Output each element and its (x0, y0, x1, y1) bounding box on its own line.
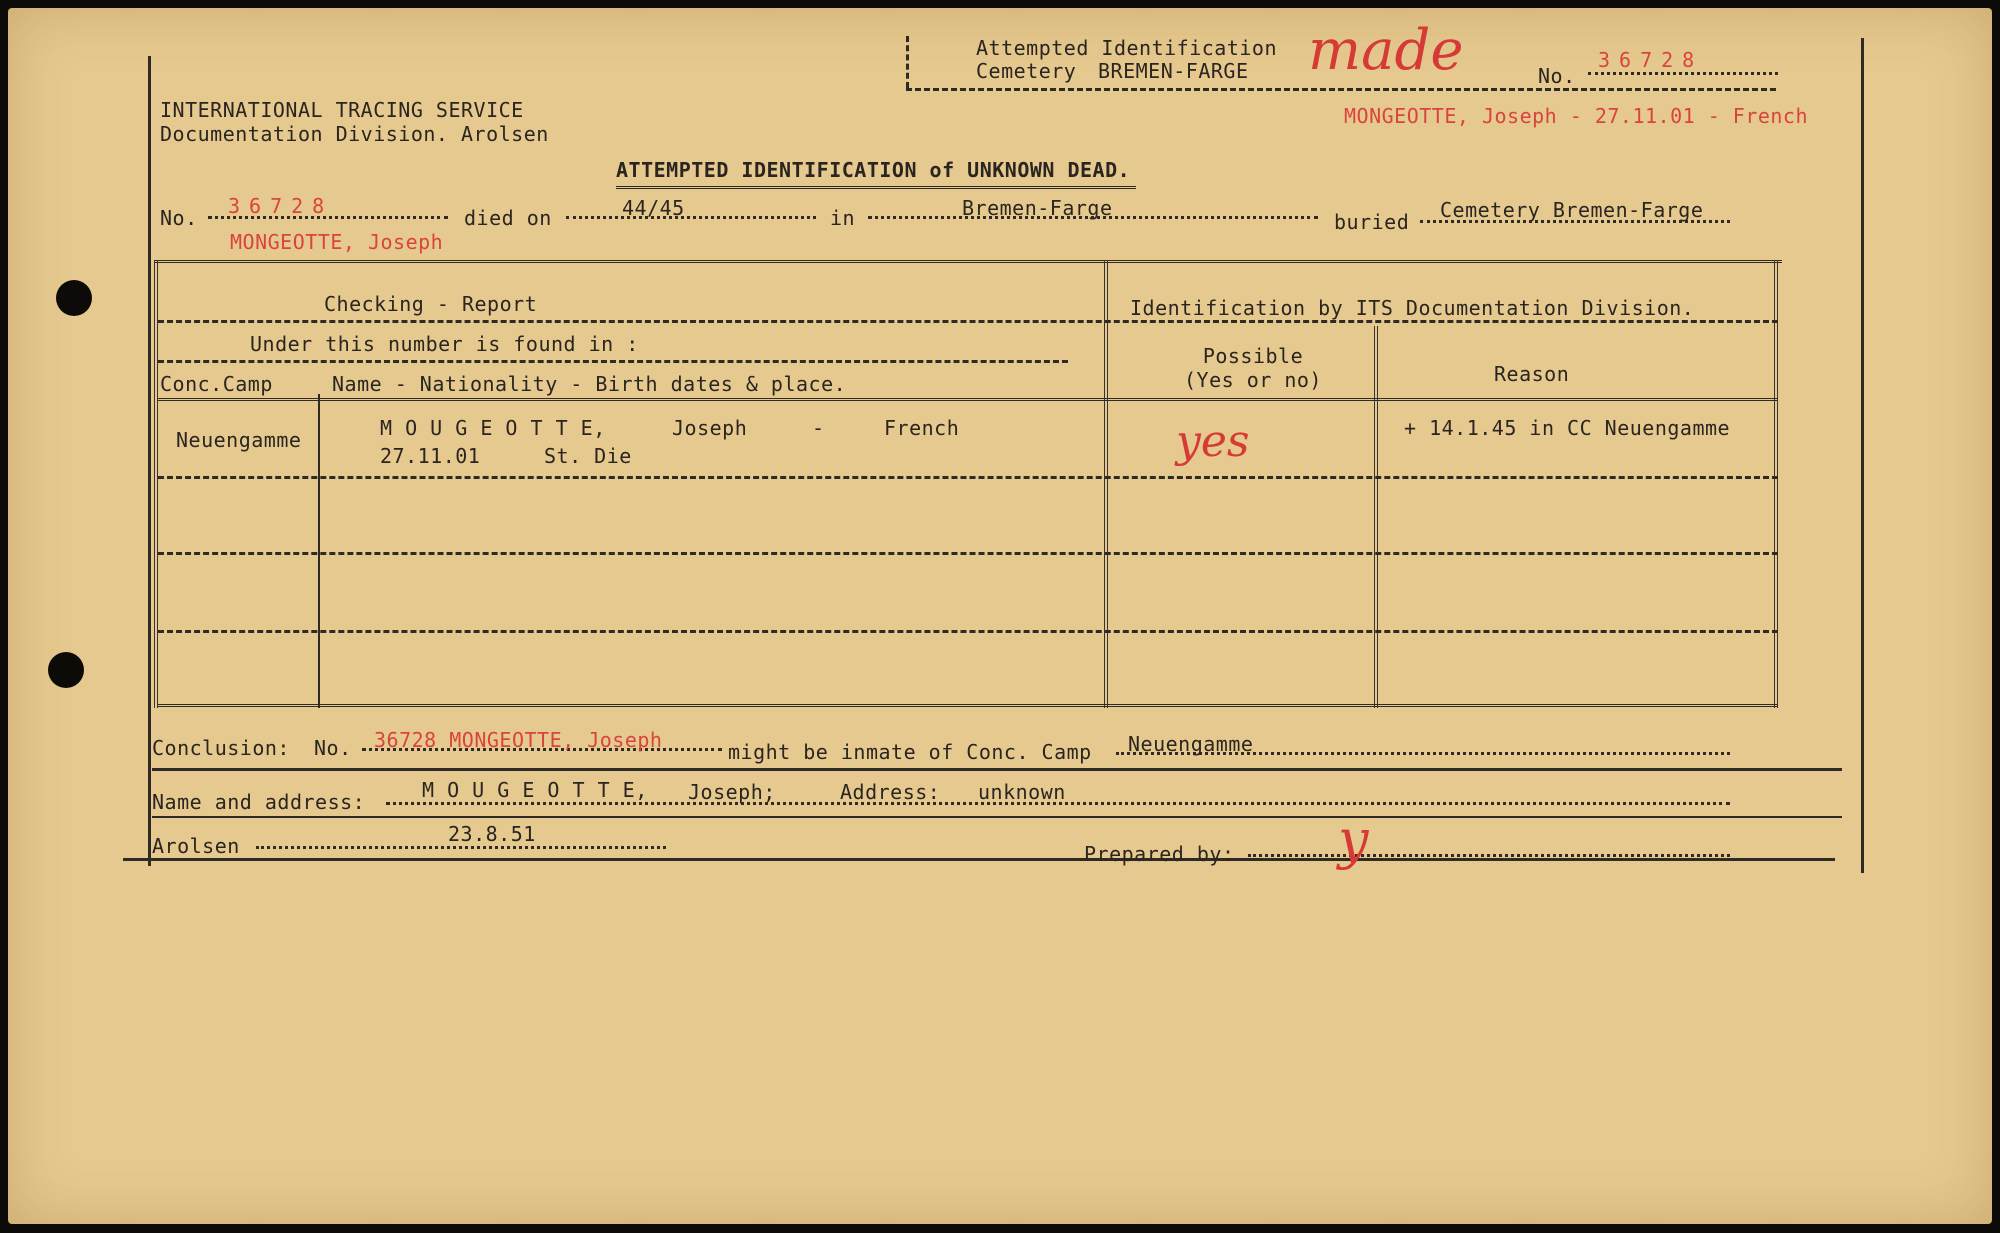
death-no-label: No. (160, 206, 198, 230)
name-address-first-name: Joseph; (688, 780, 776, 804)
address-label: Address: (840, 780, 941, 804)
punch-hole-top (56, 280, 92, 316)
org-division: Documentation Division. Arolsen (160, 122, 549, 146)
found-in-label: Under this number is found in : (250, 332, 639, 356)
punch-hole-bottom (48, 652, 84, 688)
header-no-dots (1588, 72, 1778, 75)
conclusion-camp-value: Neuengamme (1128, 732, 1254, 756)
col-header-separator (158, 398, 1778, 405)
name-address-label: Name and address: (152, 790, 366, 814)
right-frame-line (1861, 38, 1864, 873)
header-no-value: 36728 (1598, 48, 1704, 72)
row-separator-1 (158, 476, 1778, 479)
conclusion-separator (152, 768, 1842, 771)
header-cemetery-label: Cemetery (976, 59, 1077, 83)
row1-possible-yes: yes (1176, 416, 1250, 467)
checking-report-header: Checking - Report (324, 292, 538, 316)
header-attempted-label: Attempted Identification (976, 36, 1277, 60)
form-title: ATTEMPTED IDENTIFICATION of UNKNOWN DEAD. (616, 158, 1131, 182)
identification-header: Identification by ITS Documentation Division. (1130, 296, 1695, 320)
conclusion-label: Conclusion: (152, 736, 290, 760)
died-on-dots (566, 216, 816, 219)
conclusion-text: might be inmate of Conc. Camp (728, 740, 1092, 764)
row1-dash: - (812, 416, 825, 440)
header-subject-line: MONGEOTTE, Joseph - 27.11.01 - French (1344, 104, 1809, 128)
table-camp-divider (318, 394, 320, 708)
header-separator (158, 320, 1778, 323)
in-label: in (830, 206, 856, 230)
conclusion-no-value: 36728 MONGEOTTE, Joseph (374, 728, 663, 752)
header-cemetery-value: BREMEN-FARGE (1098, 59, 1249, 83)
row1-birth-place: St. Die (544, 444, 632, 468)
row1-reason: + 14.1.45 in CC Neuengamme (1404, 416, 1731, 440)
col-header-reason: Reason (1494, 362, 1570, 386)
col-header-possible: Possible (Yes or no) (1184, 344, 1322, 392)
table-left-border (154, 260, 162, 708)
row1-first-name: Joseph (672, 416, 748, 440)
table-reason-divider (1374, 326, 1382, 708)
row1-nationality: French (884, 416, 960, 440)
bottom-frame-line (123, 858, 1835, 861)
index-card (8, 8, 1992, 1224)
death-no-value: 36728 (228, 194, 334, 218)
org-name: INTERNATIONAL TRACING SERVICE (160, 98, 524, 122)
table-bottom-border (158, 704, 1778, 711)
buried-value: Cemetery Bremen-Farge (1440, 198, 1704, 222)
left-frame-line (148, 56, 151, 866)
place-label: Arolsen (152, 834, 240, 858)
row-separator-2 (158, 552, 1778, 555)
header-box-bottom-border (906, 88, 1776, 91)
header-box-left-border (906, 36, 909, 88)
died-on-value: 44/45 (622, 196, 685, 220)
row1-birth-date: 27.11.01 (380, 444, 481, 468)
col-header-camp: Conc.Camp (160, 372, 273, 396)
date-value: 23.8.51 (448, 822, 536, 846)
buried-label: buried (1334, 210, 1410, 234)
name-address-surname: M O U G E O T T E, (422, 778, 648, 802)
col-header-name: Name - Nationality - Birth dates & place. (332, 372, 847, 396)
name-address-separator (152, 816, 1842, 818)
address-value: unknown (978, 780, 1066, 804)
table-right-border (1774, 260, 1782, 708)
conclusion-no-label: No. (314, 736, 352, 760)
date-dots (256, 846, 666, 849)
died-on-label: died on (464, 206, 552, 230)
death-name-value: MONGEOTTE, Joseph (230, 230, 444, 254)
header-handwritten-made: made (1308, 18, 1464, 83)
title-underline (616, 186, 1136, 193)
in-value: Bremen-Farge (962, 196, 1113, 220)
row1-surname: M O U G E O T T E, (380, 416, 606, 440)
found-in-separator (158, 360, 1068, 363)
header-no-label: No. (1538, 64, 1576, 88)
row-separator-3 (158, 630, 1778, 633)
prepared-by-label: Prepared by: (1084, 842, 1235, 866)
table-middle-divider (1104, 260, 1112, 708)
row1-camp: Neuengamme (176, 428, 302, 452)
prepared-by-dots (1248, 854, 1730, 857)
prepared-by-initial: y (1338, 808, 1369, 871)
table-top-border (154, 260, 1782, 267)
